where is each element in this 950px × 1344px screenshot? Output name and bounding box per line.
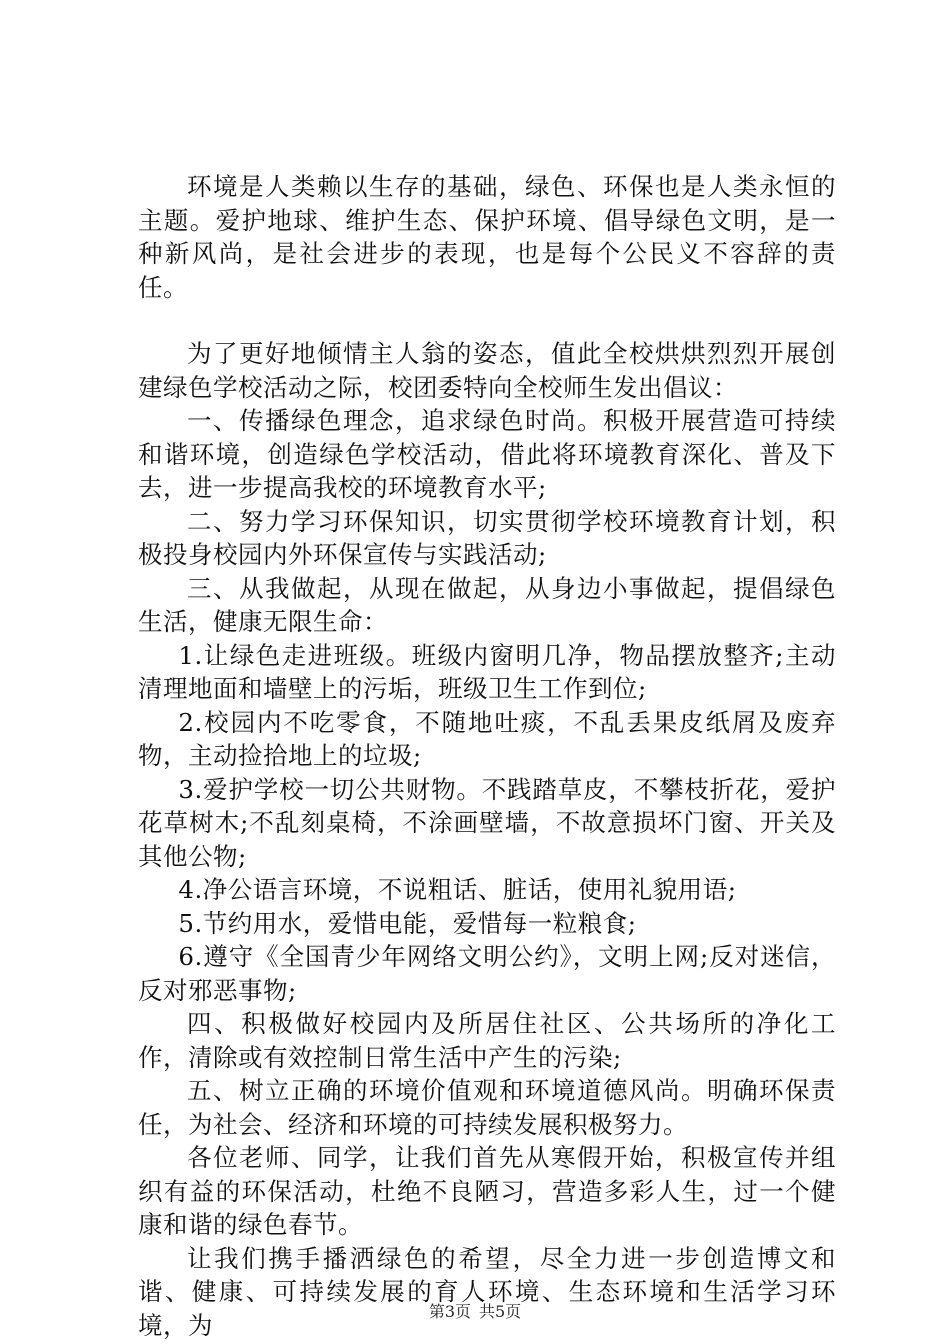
paragraph-point-5: 五、树立正确的环境价值观和环境道德风尚。明确环保责任，为社会、经济和环境的可持续发展积极努力。 — [138, 1076, 836, 1139]
paragraph-proposal-lead: 为了更好地倾情主人翁的姿态，值此全校烘烘烈烈开展创建绿色学校活动之际，校团委特向全校师生发出倡议： — [138, 339, 836, 402]
paragraph-point-4: 四、积极做好校园内及所居住社区、公共场所的净化工作，清除或有效控制日常生活中产生的污染; — [138, 1009, 836, 1072]
paragraph-intro: 环境是人类赖以生存的基础，绿色、环保也是人类永恒的主题。爱护地球、维护生态、保护环境、倡导绿色文明，是一种新风尚，是社会进步的表现，也是每个公民义不容辞的责任。 — [138, 172, 836, 302]
paragraph-closing: 让我们携手播洒绿色的希望，尽全力进一步创造博文和谐、健康、可持续发展的育人环境、生态环境和生活学习环境，为 — [138, 1243, 836, 1340]
document-body — [138, 170, 836, 1342]
page-footer — [0, 1299, 950, 1322]
list-item-6: 6.遵守《全国青少年网络文明公约》，文明上网;反对迷信，反对邪恶事物; — [138, 942, 836, 1005]
list-item-1: 1.让绿色走进班级。班级内窗明几净，物品摆放整齐;主动清理地面和墙壁上的污垢，班级卫生工作到位; — [138, 640, 836, 703]
paragraph-point-3: 三、从我做起，从现在做起，从身边小事做起，提倡绿色生活，健康无限生命： — [138, 573, 836, 636]
page-number-total: 共5页 — [479, 1302, 522, 1321]
list-item-5: 5.节约用水，爱惜电能，爱惜每一粒粮食; — [178, 908, 637, 938]
paragraph-appeal: 各位老师、同学，让我们首先从寒假开始，积极宣传并组织有益的环保活动，杜绝不良陋习，营造多彩人生，过一个健康和谐的绿色春节。 — [138, 1143, 836, 1239]
page-number-current: 第3页 — [428, 1302, 471, 1321]
paragraph-point-1: 一、传播绿色理念，追求绿色时尚。积极开展营造可持续和谐环境，创造绿色学校活动，借此将环境教育深化、普及下去，进一步提高我校的环境教育水平; — [138, 406, 836, 502]
paragraph-point-2: 二、努力学习环保知识，切实贯彻学校环境教育计划，积极投身校园内外环保宣传与实践活动; — [138, 506, 836, 569]
list-item-3: 3.爱护学校一切公共财物。不践踏草皮，不攀枝折花，爱护花草树木;不乱刻桌椅，不涂画壁墙，不故意损坏门窗、开关及其他公物; — [138, 774, 836, 871]
list-item-2: 2.校园内不吃零食，不随地吐痰，不乱丢果皮纸屑及废弃物，主动捡拾地上的垃圾; — [138, 707, 836, 770]
list-item-4: 4.净公语言环境，不说粗话、脏话，使用礼貌用语; — [178, 875, 737, 904]
